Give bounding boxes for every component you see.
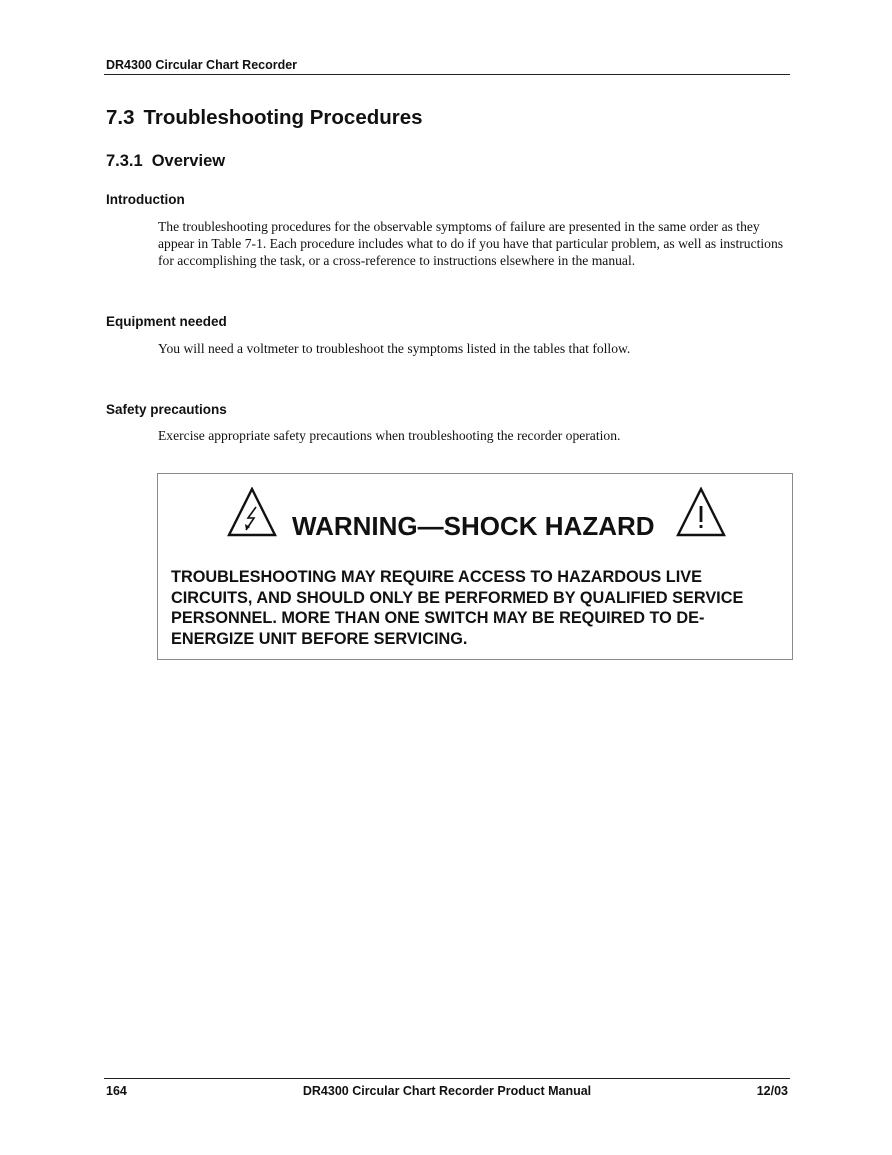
equipment-needed-text: You will need a voltmeter to troubleshoot the symptoms listed in the tables that follow. xyxy=(158,341,631,356)
subsection-number: 7.3.1 xyxy=(106,152,143,170)
section-title-text: Troubleshooting Procedures xyxy=(143,106,423,129)
running-header: DR4300 Circular Chart Recorder xyxy=(106,58,298,72)
shock-hazard-warning-box xyxy=(157,473,793,660)
section-number: 7.3 xyxy=(106,106,135,129)
footer-date: 12/03 xyxy=(756,1084,788,1098)
equipment-needed-heading: Equipment needed xyxy=(106,314,227,329)
exclamation-triangle-icon xyxy=(676,487,726,537)
header-divider xyxy=(104,74,790,75)
subsection-title-text: Overview xyxy=(151,152,226,170)
page-number: 164 xyxy=(106,1084,127,1098)
footer-manual-title: DR4300 Circular Chart Recorder Product Manual xyxy=(302,1084,592,1098)
subsection-title xyxy=(106,151,225,172)
footer-divider xyxy=(104,1078,790,1079)
section-title xyxy=(106,105,423,131)
warning-title: WARNING—SHOCK HAZARD xyxy=(292,511,655,541)
introduction-text: The troubleshooting procedures for the observable symptoms of failure are presented in the same order as they appear in Table 7-1. Each procedure includes what to do if you have that particular problem, as well as instructions for accomplishing the task, or a cross-reference to instructions elsewhere in the manual. xyxy=(158,219,784,268)
electric-shock-triangle-icon xyxy=(227,487,277,537)
safety-precautions-heading: Safety precautions xyxy=(106,402,227,417)
warning-text: TROUBLESHOOTING MAY REQUIRE ACCESS TO HAZARDOUS LIVE CIRCUITS, AND SHOULD ONLY BE PERFORMED BY QUALIFIED SERVICE PERSONNEL. MORE THAN ONE SWITCH MAY BE REQUIRED TO DE-ENERGIZE UNIT BEFORE SERVICING. xyxy=(171,568,744,648)
introduction-heading: Introduction xyxy=(106,192,185,207)
safety-precautions-text: Exercise appropriate safety precautions when troubleshooting the recorder operation. xyxy=(158,428,621,443)
